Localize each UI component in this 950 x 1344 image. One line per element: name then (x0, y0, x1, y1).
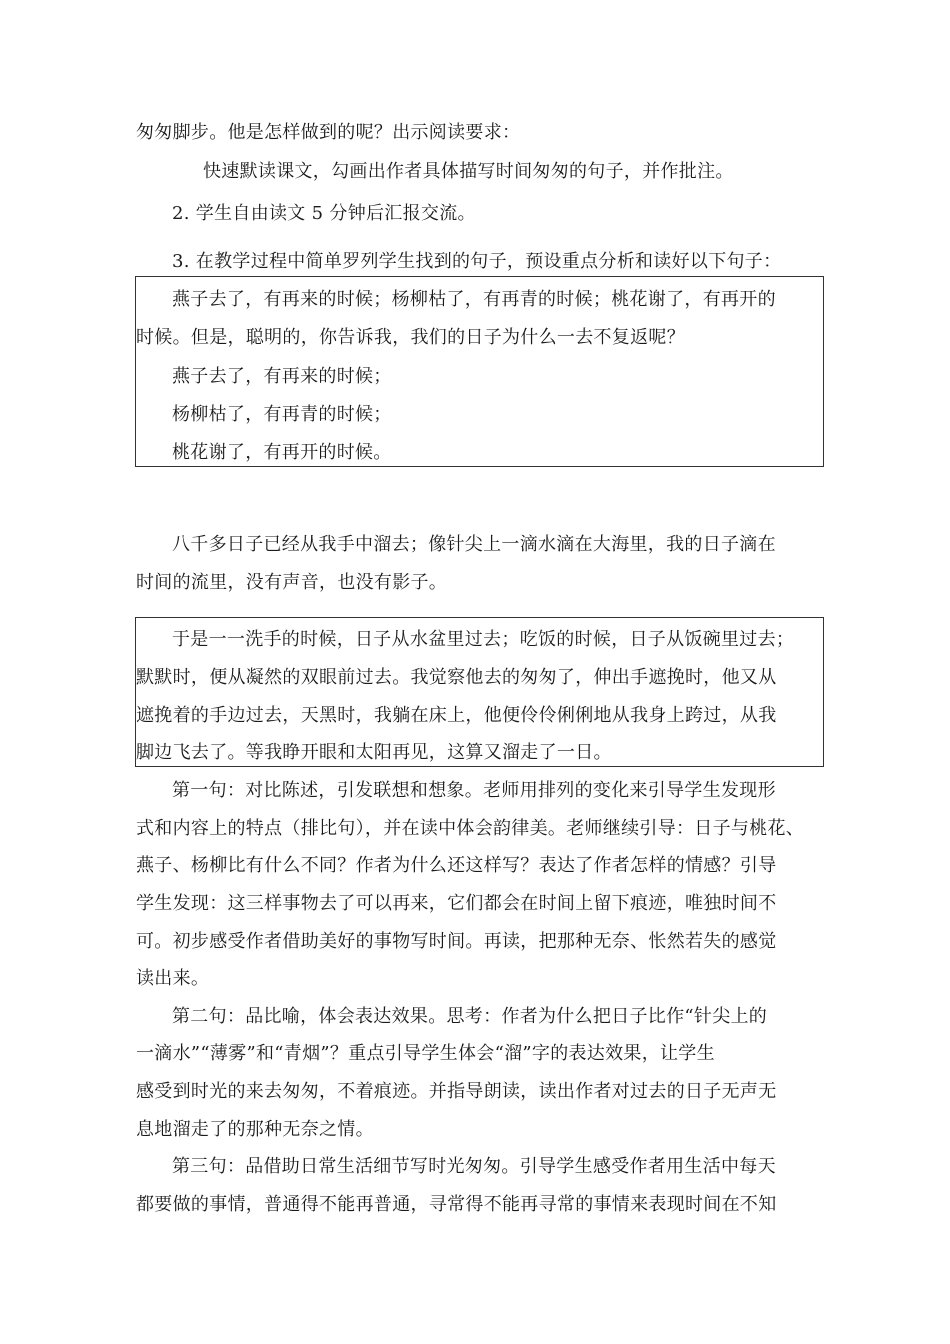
quote-paragraph-line: 时间的流里，没有声音，也没有影子。 (136, 572, 448, 593)
quote-line: 默默时，便从凝然的双眼前过去。我觉察他去的匆匆了，伸出手遮挽时，他又从 (136, 667, 777, 688)
analysis-line: 都要做的事情，普通得不能再普通，寻常得不能再寻常的事情来表现时间在不知 (136, 1194, 777, 1215)
quote-line: 燕子去了，有再来的时候；杨柳枯了，有再青的时候；桃花谢了，有再开的 (172, 289, 776, 310)
quote-paragraph-line: 八千多日子已经从我手中溜去；像针尖上一滴水滴在大海里，我的日子滴在 (172, 534, 776, 555)
quote-line: 时候。但是，聪明的，你告诉我，我们的日子为什么一去不复返呢？ (136, 327, 685, 348)
analysis-line: 读出来。 (136, 968, 210, 989)
analysis-line: 可。初步感受作者借助美好的事物写时间。再读，把那种无奈、怅然若失的感觉 (136, 931, 777, 952)
quote-line: 杨柳枯了，有再青的时候； (172, 404, 392, 425)
analysis-line: 燕子、杨柳比有什么不同？作者为什么还这样写？表达了作者怎样的情感？引导 (136, 855, 777, 876)
quote-line: 于是一一洗手的时候，日子从水盆里过去；吃饭的时候，日子从饭碗里过去； (172, 629, 795, 650)
quote-line: 脚边飞去了。等我睁开眼和太阳再见，这算又溜走了一日。 (136, 742, 612, 763)
analysis-line: 感受到时光的来去匆匆，不着痕迹。并指导朗读，读出作者对过去的日子无声无 (136, 1081, 777, 1102)
analysis-line: 第二句：品比喻，体会表达效果。思考：作者为什么把日子比作“针尖上的 (172, 1006, 768, 1027)
step-3: 3. 在教学过程中简单罗列学生找到的句子，预设重点分析和读好以下句子： (172, 251, 782, 272)
analysis-line: 一滴水”“薄雾”和“青烟”？重点引导学生体会“溜”字的表达效果，让学生 (136, 1043, 715, 1064)
quote-line: 遮挽着的手边过去，天黑时，我躺在床上，他便伶伶俐俐地从我身上跨过，从我 (136, 705, 777, 726)
reading-requirement: 快速默读课文，勾画出作者具体描写时间匆匆的句子，并作批注。 (203, 161, 734, 182)
analysis-line: 学生发现：这三样事物去了可以再来，它们都会在时间上留下痕迹，唯独时间不 (136, 893, 777, 914)
step-2: 2. 学生自由读文 5 分钟后汇报交流。 (172, 203, 476, 224)
analysis-line: 第一句：对比陈述，引发联想和想象。老师用排列的变化来引导学生发现形 (172, 780, 776, 801)
analysis-line: 式和内容上的特点（排比句），并在读中体会韵律美。老师继续引导：日子与桃花、 (136, 818, 805, 839)
quote-line: 桃花谢了，有再开的时候。 (172, 442, 392, 463)
paragraph-line: 匆匆脚步。他是怎样做到的呢？出示阅读要求： (136, 122, 521, 143)
analysis-line: 息地溜走了的那种无奈之情。 (136, 1119, 374, 1140)
analysis-line: 第三句：品借助日常生活细节写时光匆匆。引导学生感受作者用生活中每天 (172, 1156, 776, 1177)
quote-line: 燕子去了，有再来的时候； (172, 366, 392, 387)
